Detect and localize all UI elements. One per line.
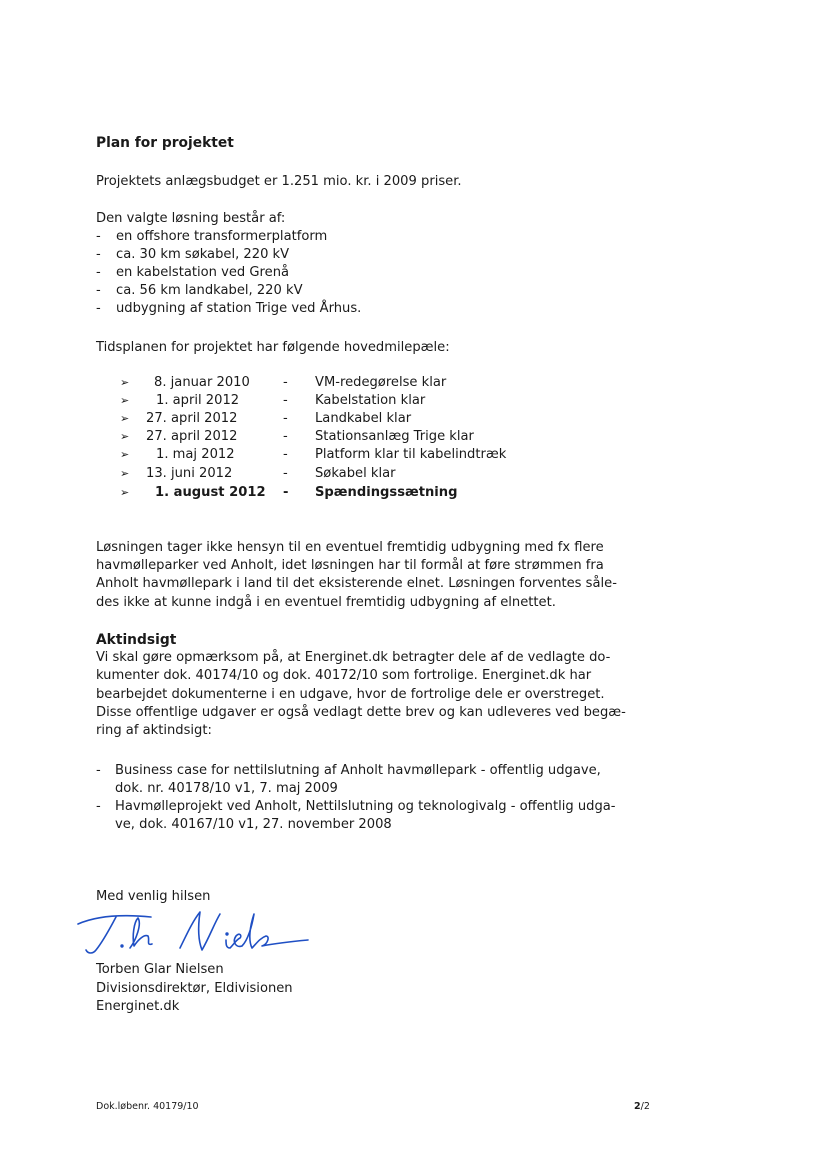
milestone-date: 1. maj 2012 [156,447,235,462]
paragraph-line: des ikke at kunne indgå i en eventuel fremtidig udbygning af elnettet. [96,595,556,610]
paragraph-line: Anholt havmøllepark i land til det eksisterende elnet. Løsningen forventes såle- [96,576,617,591]
budget-text: Projektets anlægsbudget er 1.251 mio. kr. i 2009 priser. [96,174,462,189]
solution-intro: Den valgte løsning består af: [96,211,286,226]
page-total: /2 [640,1101,650,1112]
dash-bullet: - [96,283,101,298]
paragraph-line: Løsningen tager ikke hensyn til en eventuel fremtidig udbygning med fx flere [96,540,604,555]
list-item-line: Business case for nettilslutning af Anholt havmøllepark - offentlig udgave, [115,763,601,778]
milestone-desc: VM-redegørelse klar [315,375,447,390]
list-item-line: Havmølleprojekt ved Anholt, Nettilslutning og teknologivalg - offentlig udga- [115,799,616,814]
page-current: 2 [634,1101,641,1112]
list-item-line: ve, dok. 40167/10 v1, 27. november 2008 [115,817,392,832]
milestone-desc: Spændingssætning [315,485,458,500]
paragraph-line: bearbejdet dokumenterne i en udgave, hvor de fortrolige dele er overstreget. [96,687,605,702]
milestone-separator: - [283,411,288,426]
milestone-desc: Platform klar til kabelindtræk [315,447,507,462]
dash-bullet: - [96,799,101,814]
dash-bullet: - [96,301,101,316]
solution-item: ca. 56 km landkabel, 220 kV [116,283,303,298]
milestone-date: 8. januar 2010 [154,375,250,390]
paragraph-line: ring af aktindsigt: [96,723,212,738]
timeline-intro: Tidsplanen for projektet har følgende hovedmilepæle: [96,340,450,355]
milestone-desc: Søkabel klar [315,466,396,481]
milestone-separator: - [283,447,288,462]
solution-item: en kabelstation ved Grenå [116,265,290,280]
signer-title: Divisionsdirektør, Eldivisionen [96,981,293,996]
solution-item: en offshore transformerplatform [116,229,328,244]
milestone-separator: - [283,393,288,408]
signer-org: Energinet.dk [96,999,180,1014]
solution-item: ca. 30 km søkabel, 220 kV [116,247,290,262]
dash-bullet: - [96,229,101,244]
list-item-line: dok. nr. 40178/10 v1, 7. maj 2009 [115,781,338,796]
aktindsigt-heading: Aktindsigt [96,632,177,648]
milestone-date: 27. april 2012 [146,429,238,444]
solution-item: udbygning af station Trige ved Århus. [116,301,362,316]
arrow-bullet-icon: ➢ [120,467,130,480]
dash-bullet: - [96,265,101,280]
arrow-bullet-icon: ➢ [120,376,130,389]
dash-bullet: - [96,247,101,262]
arrow-bullet-icon: ➢ [120,394,130,407]
milestone-separator: - [283,485,289,500]
signer-name: Torben Glar Nielsen [96,962,224,977]
milestone-date: 27. april 2012 [146,411,238,426]
paragraph-line: kumenter dok. 40174/10 og dok. 40172/10 som fortrolige. Energinet.dk har [96,668,592,683]
milestone-date: 1. april 2012 [156,393,240,408]
milestone-date: 1. august 2012 [155,485,266,500]
milestone-desc: Kabelstation klar [315,393,426,408]
doc-reference: Dok.løbenr. 40179/10 [96,1101,199,1112]
milestone-desc: Stationsanlæg Trige klar [315,429,474,444]
greeting: Med venlig hilsen [96,889,211,904]
arrow-bullet-icon: ➢ [120,486,130,499]
milestone-separator: - [283,429,288,444]
arrow-bullet-icon: ➢ [120,448,130,461]
paragraph-line: havmølleparker ved Anholt, idet løsningen har til formål at føre strømmen fra [96,558,604,573]
milestone-separator: - [283,375,288,390]
milestone-date: 13. juni 2012 [146,466,233,481]
milestone-separator: - [283,466,288,481]
arrow-bullet-icon: ➢ [120,412,130,425]
plan-heading: Plan for projektet [96,135,234,151]
paragraph-line: Disse offentlige udgaver er også vedlagt dette brev og kan udleveres ved begæ- [96,705,626,720]
dash-bullet: - [96,763,101,778]
page-number [634,1101,650,1113]
milestone-desc: Landkabel klar [315,411,412,426]
signature-icon [76,902,316,960]
arrow-bullet-icon: ➢ [120,430,130,443]
paragraph-line: Vi skal gøre opmærksom på, at Energinet.dk betragter dele af de vedlagte do- [96,650,611,665]
